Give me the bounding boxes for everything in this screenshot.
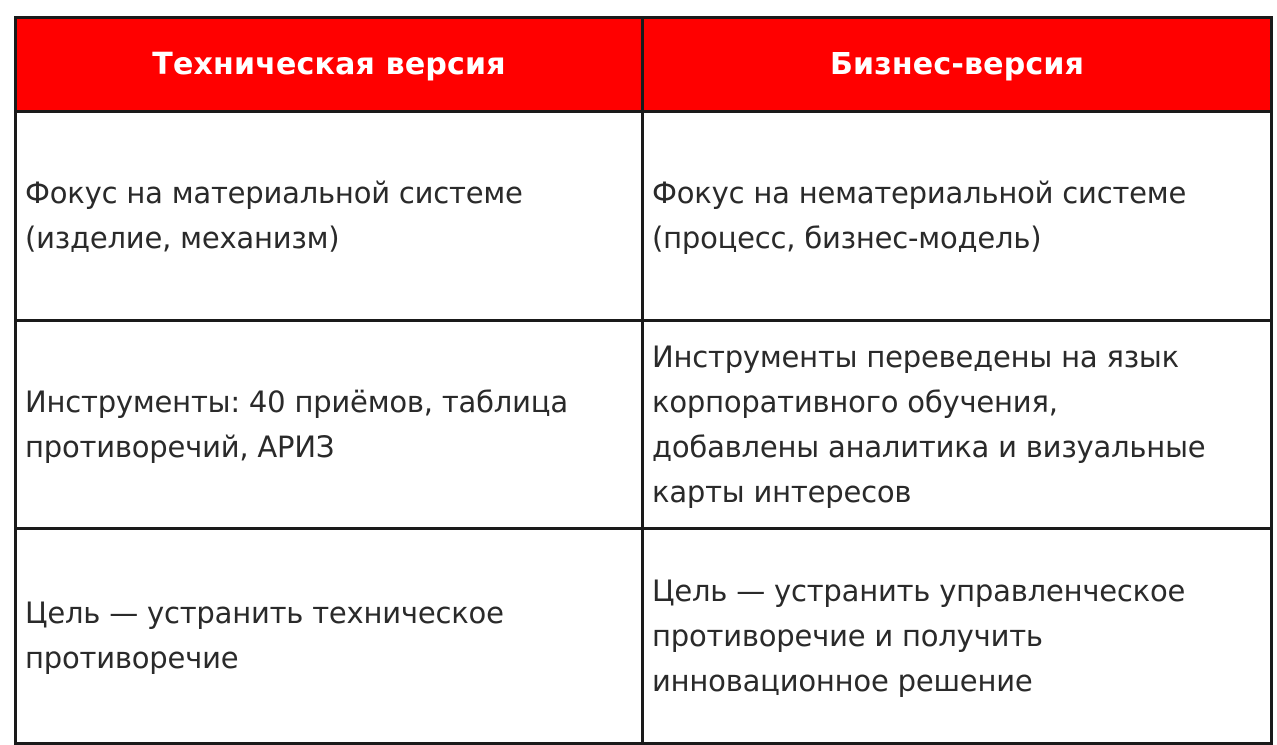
cell-text-line: Фокус на нематериальной системе (652, 176, 1187, 210)
cell-text-line: (процесс, бизнес-модель) (652, 221, 1042, 255)
table-body (16, 112, 1272, 744)
cell-business-goal (643, 529, 1272, 744)
cell-technical-focus (16, 112, 643, 321)
cell-text-line: противоречие (25, 641, 239, 675)
cell-text-line: карты интересов (652, 474, 912, 509)
table-header (16, 18, 1272, 112)
comparison-table (14, 16, 1273, 745)
cell-text-line: Цель — устранить управленческое (652, 573, 1186, 608)
cell-text-line: Инструменты: 40 приёмов, таблица (25, 384, 568, 419)
cell-text-line: (изделие, механизм) (25, 221, 340, 255)
cell-text-line: инновационное решение (652, 663, 1033, 698)
header-business-version: Бизнес-версия (643, 18, 1272, 112)
cell-text-line: противоречий, АРИЗ (25, 429, 335, 464)
cell-text-line: Фокус на материальной системе (25, 176, 523, 210)
cell-technical-goal (16, 529, 643, 744)
cell-technical-tools (16, 321, 643, 529)
cell-text-line: корпоративного обучения, (652, 384, 1058, 419)
table-row-focus (16, 112, 1272, 321)
cell-text-line: Инструменты переведены на язык (652, 339, 1179, 374)
header-row (16, 18, 1272, 112)
table-row-tools (16, 321, 1272, 529)
cell-text-line: Цель — устранить техническое (25, 596, 504, 630)
cell-business-tools (643, 321, 1272, 529)
table-row-goal (16, 529, 1272, 744)
cell-text-line: противоречие и получить (652, 618, 1043, 653)
cell-business-focus (643, 112, 1272, 321)
cell-text-line: добавлены аналитика и визуальные (652, 429, 1206, 464)
header-technical-version: Техническая версия (16, 18, 643, 112)
